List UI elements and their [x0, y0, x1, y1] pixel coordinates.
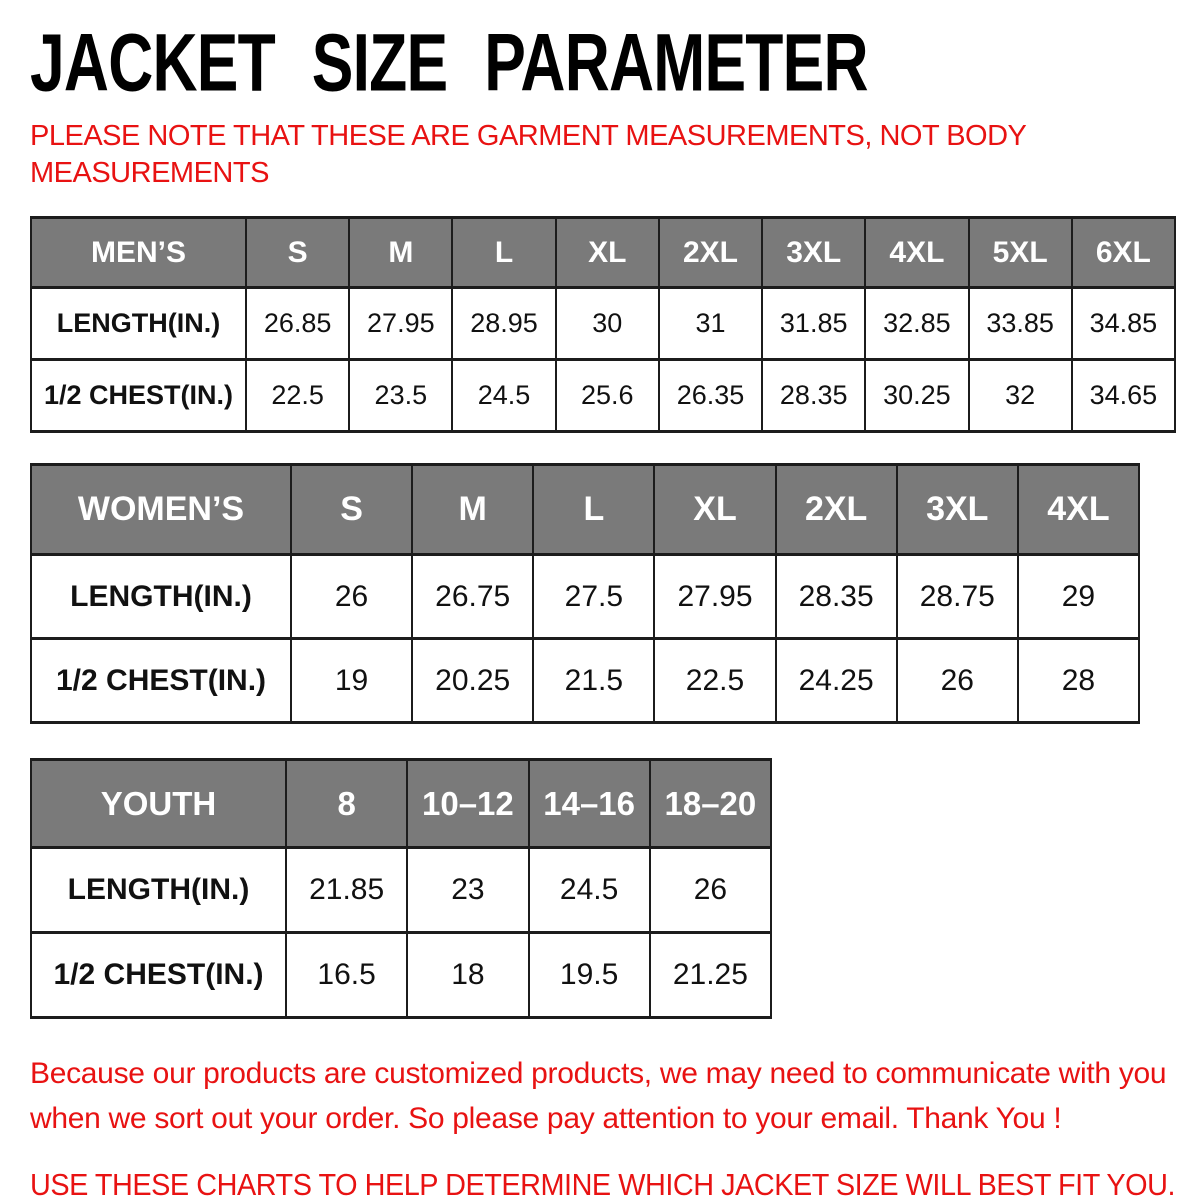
value-cell: 21.85 — [286, 848, 407, 933]
value-cell: 32.85 — [865, 288, 968, 360]
chart-usage-note — [30, 1165, 1176, 1200]
footer-line-2: when we sort out your order. So please pay attention to your email. Thank You ! — [30, 1102, 1062, 1135]
value-cell: 27.95 — [654, 555, 775, 639]
womens-size-table — [30, 463, 1140, 724]
value-cell: 20.25 — [412, 639, 533, 723]
measurement-row — [31, 639, 1139, 723]
size-header-cell: 8 — [286, 760, 407, 848]
value-cell: 22.5 — [246, 360, 349, 432]
value-cell: 18 — [407, 933, 528, 1018]
row-label-cell: 1/2 CHEST(IN.) — [31, 639, 291, 723]
size-header-cell: S — [246, 218, 349, 288]
measurement-row — [31, 288, 1175, 360]
value-cell: 34.65 — [1072, 360, 1175, 432]
page-title: JACKET SIZE PARAMETER — [30, 17, 868, 108]
value-cell: 34.85 — [1072, 288, 1175, 360]
value-cell: 29 — [1018, 555, 1139, 639]
size-header-cell: S — [291, 465, 412, 555]
header-row — [31, 218, 1175, 288]
size-header-cell: 10–12 — [407, 760, 528, 848]
value-cell: 21.25 — [650, 933, 771, 1018]
value-cell: 31 — [659, 288, 762, 360]
size-header-cell: 18–20 — [650, 760, 771, 848]
value-cell: 26.85 — [246, 288, 349, 360]
row-label-cell: 1/2 CHEST(IN.) — [31, 360, 246, 432]
value-cell: 32 — [969, 360, 1072, 432]
value-cell: 30.25 — [865, 360, 968, 432]
value-cell: 23 — [407, 848, 528, 933]
value-cell: 16.5 — [286, 933, 407, 1018]
value-cell: 19.5 — [529, 933, 650, 1018]
size-header-cell: 4XL — [865, 218, 968, 288]
row-label-cell: LENGTH(IN.) — [31, 848, 286, 933]
size-header-cell: 6XL — [1072, 218, 1175, 288]
size-header-cell: L — [533, 465, 654, 555]
order-communication-note — [30, 1051, 1176, 1141]
value-cell: 26 — [291, 555, 412, 639]
value-cell: 26 — [897, 639, 1018, 723]
value-cell: 23.5 — [349, 360, 452, 432]
note-line-2: MEASUREMENTS — [30, 157, 269, 189]
size-header-cell: L — [452, 218, 555, 288]
value-cell: 24.5 — [529, 848, 650, 933]
size-header-cell: 3XL — [762, 218, 865, 288]
value-cell: 22.5 — [654, 639, 775, 723]
size-header-cell: M — [349, 218, 452, 288]
value-cell: 26.35 — [659, 360, 762, 432]
value-cell: 27.5 — [533, 555, 654, 639]
value-cell: 26 — [650, 848, 771, 933]
row-label-cell: 1/2 CHEST(IN.) — [31, 933, 286, 1018]
value-cell: 30 — [556, 288, 659, 360]
note-line-1: PLEASE NOTE THAT THESE ARE GARMENT MEASUREMENTS, NOT BODY — [30, 120, 1027, 152]
youth-size-table — [30, 758, 772, 1019]
size-header-cell: XL — [556, 218, 659, 288]
value-cell: 33.85 — [969, 288, 1072, 360]
header-row — [31, 465, 1139, 555]
measurement-row — [31, 933, 771, 1018]
size-header-cell: 2XL — [776, 465, 897, 555]
row-label-cell: LENGTH(IN.) — [31, 288, 246, 360]
measurement-row — [31, 555, 1139, 639]
size-header-cell: M — [412, 465, 533, 555]
header-row — [31, 760, 771, 848]
size-header-cell: XL — [654, 465, 775, 555]
value-cell: 28.75 — [897, 555, 1018, 639]
value-cell: 28.35 — [762, 360, 865, 432]
value-cell: 31.85 — [762, 288, 865, 360]
footer-line-1: Because our products are customized products, we may need to communicate with you — [30, 1057, 1167, 1090]
value-cell: 26.75 — [412, 555, 533, 639]
size-header-cell: 5XL — [969, 218, 1072, 288]
value-cell: 25.6 — [556, 360, 659, 432]
size-header-cell: 14–16 — [529, 760, 650, 848]
value-cell: 27.95 — [349, 288, 452, 360]
value-cell: 21.5 — [533, 639, 654, 723]
value-cell: 24.5 — [452, 360, 555, 432]
usage-line: USE THESE CHARTS TO HELP DETERMINE WHICH JACKET SIZE WILL BEST FIT YOU. — [30, 1167, 1176, 1200]
size-header-cell: 3XL — [897, 465, 1018, 555]
value-cell: 28.95 — [452, 288, 555, 360]
measurement-row — [31, 848, 771, 933]
size-header-cell: 2XL — [659, 218, 762, 288]
size-header-cell: 4XL — [1018, 465, 1139, 555]
value-cell: 19 — [291, 639, 412, 723]
measurement-row — [31, 360, 1175, 432]
value-cell: 24.25 — [776, 639, 897, 723]
category-header-cell: WOMEN’S — [31, 465, 291, 555]
garment-measurement-note — [30, 118, 1176, 192]
category-header-cell: MEN’S — [31, 218, 246, 288]
row-label-cell: LENGTH(IN.) — [31, 555, 291, 639]
category-header-cell: YOUTH — [31, 760, 286, 848]
value-cell: 28.35 — [776, 555, 897, 639]
value-cell: 28 — [1018, 639, 1139, 723]
mens-size-table — [30, 216, 1176, 433]
